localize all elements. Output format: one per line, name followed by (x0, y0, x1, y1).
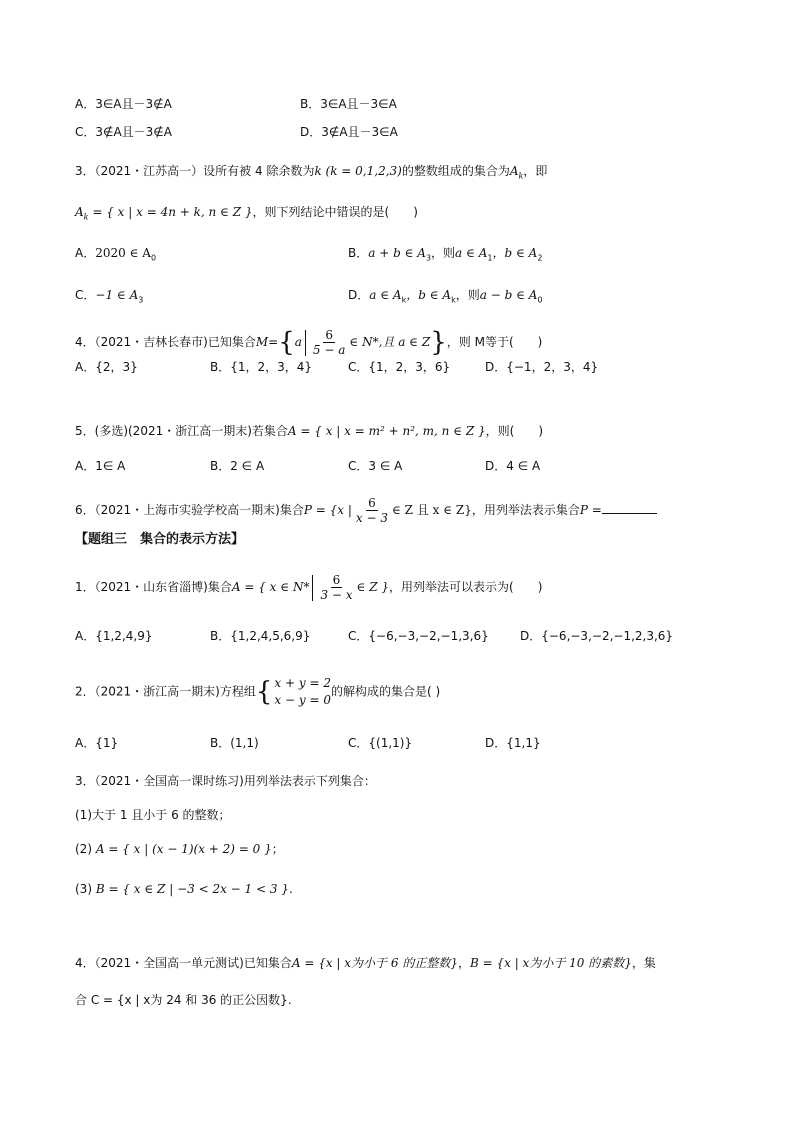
question-4-prompt: ，则 M等于( ) (446, 335, 543, 349)
s3q2-option-b: B．(1,1) (210, 736, 259, 750)
set-condition: ∈ Z } (356, 580, 390, 594)
question-3-line2 (75, 203, 418, 226)
q5-option-a: A．1∈ A (75, 459, 126, 473)
fraction-denominator: 3 − x (320, 588, 353, 602)
s3-question-4-line1 (75, 954, 656, 972)
question-6-text: 6．（2021・上海市实验学校高一期末)集合 (75, 503, 304, 517)
set-bar (305, 330, 306, 356)
var-a: a (294, 335, 302, 349)
set-ak: $A_k$ (509, 164, 524, 181)
s3-question-2-text: 2．（2021・浙江高一期末)方程组 (75, 684, 256, 699)
set-bar (312, 575, 313, 601)
set-b-definition: B = {x | x为小于 10 的素数} (469, 956, 632, 970)
s3-question-1 (75, 573, 542, 602)
q3-option-d-expr2: ，b ∈ A (406, 288, 452, 302)
q3-option-b-expr3: ，b ∈ A (492, 246, 538, 260)
question-3-text: 3．（2021・江苏高一）设所有被 4 除余数为 (75, 164, 315, 178)
question-5-prompt: ，则( ) (485, 424, 544, 438)
q3-option-c: C．−1 ∈ $A_3$ (75, 288, 144, 305)
part-3-label: (3) (75, 882, 92, 896)
s3q1-option-c: C．{−6,−3,−2,−1,3,6} (348, 629, 489, 643)
s3-question-2 (75, 675, 440, 709)
s3-question-1-text: 1．（2021・山东省淄博)集合 (75, 580, 232, 594)
s3q2-option-d: D．{1,1} (485, 736, 541, 750)
s3-question-4-text-end: ，集 (631, 956, 656, 970)
question-3-line1 (75, 162, 547, 185)
question-3-text-end: ，即 (523, 164, 548, 178)
q3-option-d-expr3: a − b ∈ A (479, 288, 538, 302)
part-2-end: ； (271, 842, 284, 856)
fraction-denominator: 5 − a (312, 343, 346, 357)
q3-option-d-mid: ，则 (455, 288, 480, 302)
s3q3-part-2 (75, 840, 284, 858)
left-brace: { (278, 327, 295, 358)
q3-option-a-label: A． (75, 246, 96, 260)
fraction-numerator: 6 (332, 573, 341, 587)
s3q3-part-1: (1)大于 1 且小于 6 的整数； (75, 808, 231, 822)
set-definition: = { x | x = 4n + k, n ∈ Z } (92, 205, 253, 219)
q5-option-c: C．3 ∈ A (348, 459, 403, 473)
s3-question-2-prompt: 的解构成的集合是( ) (330, 684, 441, 699)
s3q2-option-c: C．{(1,1)} (348, 736, 413, 750)
question-5-text: 5．(多选)(2021・浙江高一期末)若集合 (75, 424, 288, 438)
part-2-label: (2) (75, 842, 92, 856)
fraction (318, 573, 354, 602)
s3q1-option-b: B．{1,2,4,5,6,9} (210, 629, 311, 643)
section-title: 【题组三 集合的表示方法】 (75, 532, 245, 547)
s3-question-4-line2: 合 C = {x | x为 24 和 36 的正公因数}. (75, 993, 292, 1007)
q3-option-b: B．a + b ∈ $A_3$，则a ∈ $A_1$，b ∈ $A_2$ (348, 246, 543, 263)
s3q1-option-d: D．{−6,−3,−2,−1,2,3,6} (520, 629, 674, 643)
set-condition: ∈ Z 且 x ∈ Z} (391, 503, 472, 517)
q4-option-c: C．{1，2，3，6} (348, 360, 451, 374)
equation-2: x − y = 0 (274, 693, 331, 707)
question-4-text: 4．（2021・吉林长春市)已知集合 (75, 335, 256, 349)
q5-option-b: B．2 ∈ A (210, 459, 265, 473)
q3-option-d-label: D． (348, 288, 370, 302)
fraction (354, 496, 390, 525)
set-a-definition: A = { x | x = m² + n², m, n ∈ Z } (287, 424, 486, 438)
s3-question-3: 3．（2021・全国高一课时练习)用列举法表示下列集合： (75, 774, 376, 788)
part-3-end: . (288, 882, 293, 896)
set-p-tail: P = (579, 503, 602, 517)
s3-question-1-prompt: ，用列举法可以表示为( ) (389, 580, 543, 594)
fraction (311, 328, 347, 357)
q3-option-a-expr: 2020 ∈ A (95, 246, 151, 260)
option-d: D．3∉A且－3∈A (300, 125, 398, 139)
separator: ， (457, 956, 470, 970)
option-c: C．3∉A且－3∉A (75, 125, 172, 139)
equation-1: x + y = 2 (274, 676, 331, 690)
q3-option-b-expr2: a ∈ A (455, 246, 488, 260)
question-4 (75, 328, 542, 357)
set-condition: ∈ N*,且 a ∈ Z (349, 335, 431, 349)
question-3-text-mid: 的整数组成的集合为 (401, 164, 510, 178)
q4-option-b: B．{1，2，3，4} (210, 360, 313, 374)
option-b: B．3∈A且－3∈A (300, 97, 397, 111)
question-6-prompt: ，用列举法表示集合 (471, 503, 580, 517)
fraction-denominator: x − 3 (355, 511, 388, 525)
fraction-numerator: 6 (325, 328, 333, 342)
s3q2-option-a: A．{1} (75, 736, 119, 750)
set-a-definition: A = {x | x为小于 6 的正整数} (291, 956, 458, 970)
answer-blank[interactable] (602, 501, 657, 514)
right-brace: } (430, 327, 447, 358)
equation-system (274, 675, 331, 709)
q3-option-d-expr1: a ∈ A (369, 288, 402, 302)
q3-option-c-expr: −1 ∈ A (95, 288, 139, 302)
q4-option-a: A．{2，3} (75, 360, 138, 374)
q3-option-b-mid: ，则 (431, 246, 456, 260)
s3q3-part-3 (75, 880, 293, 898)
q3-option-c-label: C． (75, 288, 96, 302)
set-ak-lhs: $A_k$ (75, 205, 89, 222)
system-brace: { (255, 677, 273, 707)
q3-option-a: A．2020 ∈ $A_0$ (75, 246, 157, 263)
remainder-expr: k (k = 0,1,2,3) (314, 164, 402, 178)
set-m-lhs: M= (255, 335, 279, 349)
q3-option-d: D．a ∈ $A_k$，b ∈ $A_k$，则a − b ∈ $A_0$ (348, 288, 543, 305)
fraction-numerator: 6 (368, 496, 376, 510)
option-a: A．3∈A且－3∉A (75, 97, 172, 111)
s3q1-option-a: A．{1,2,4,9} (75, 629, 153, 643)
s3-question-4-text: 4．（2021・全国高一单元测试)已知集合 (75, 956, 292, 970)
set-a-definition: A = { x | (x − 1)(x + 2) = 0 } (95, 842, 272, 856)
set-p-lhs: P = {x | (303, 503, 352, 517)
question-5 (75, 422, 543, 440)
set-a-lhs: A = { x ∈ N* (231, 580, 310, 594)
q4-option-d: D．{−1，2，3，4} (485, 360, 599, 374)
q5-option-d: D．4 ∈ A (485, 459, 541, 473)
question-6 (75, 496, 657, 525)
set-b-definition: B = { x ∈ Z | −3 < 2x − 1 < 3 } (95, 882, 289, 896)
question-3-prompt: ，则下列结论中错误的是( ) (252, 205, 418, 219)
q3-option-b-label: B． (348, 246, 369, 260)
q3-option-b-expr1: a + b ∈ A (368, 246, 426, 260)
